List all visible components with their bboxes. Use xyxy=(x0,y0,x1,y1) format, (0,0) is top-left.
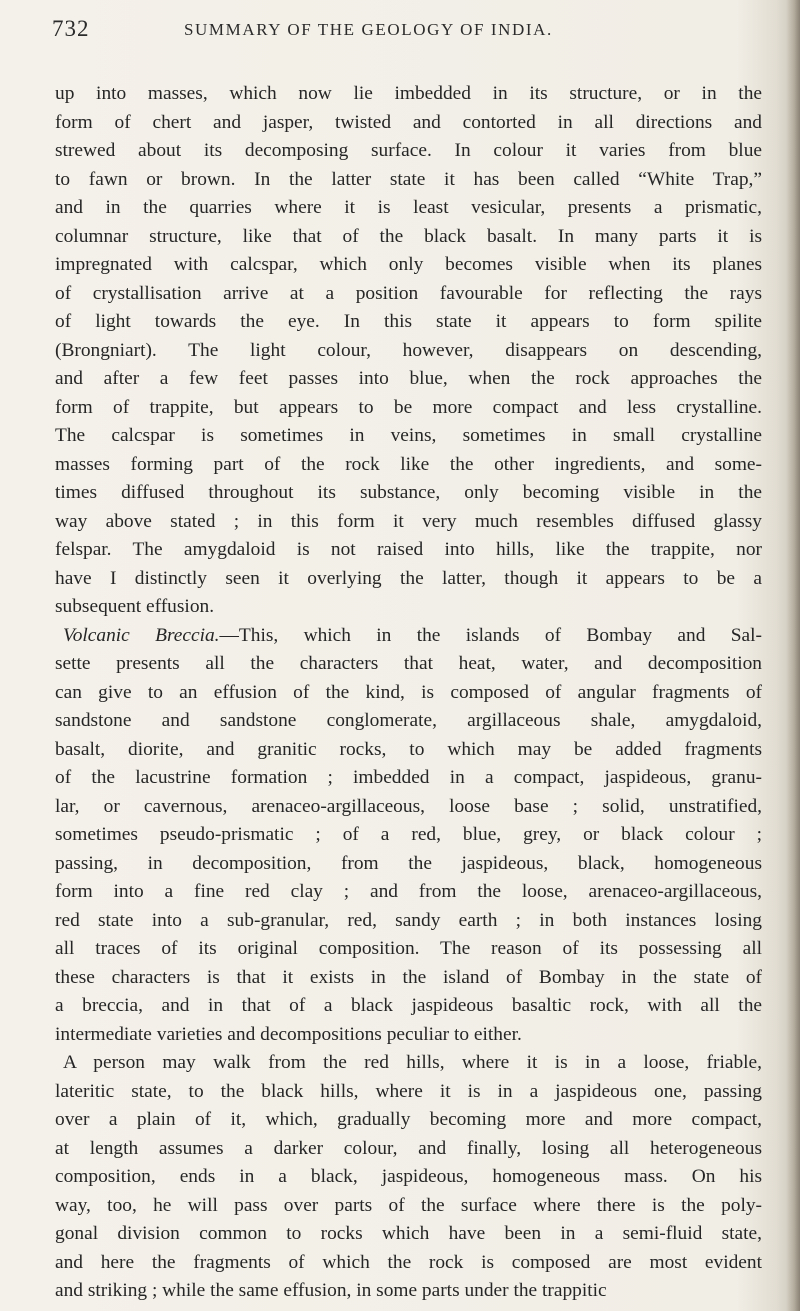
text-line: masses forming part of the rock like the other ingredients, and some- xyxy=(55,453,762,475)
text-line: felspar. The amygdaloid is not raised into hills, like the trappite, nor xyxy=(55,539,762,560)
text-line: and in the quarries where it is least vesicular, presents a prismatic, xyxy=(55,197,762,218)
text-line: A person may walk from the red hills, where it is in a loose, friable, xyxy=(63,1052,762,1073)
text-line: passing, in decomposition, from the jaspideous, black, homogeneous xyxy=(55,852,762,874)
text-line: columnar structure, like that of the black basalt. In many parts it is xyxy=(55,225,762,247)
text-line: sometimes pseudo-prismatic ; of a red, blue, grey, or black colour ; xyxy=(55,824,762,845)
text-line: subsequent effusion. xyxy=(55,596,215,617)
text-line: all traces of its original composition. The reason of its possessing all xyxy=(55,938,762,959)
text-line: sette presents all the characters that heat, water, and decomposition xyxy=(55,653,762,674)
text-line: red state into a sub-granular, red, sandy earth ; in both instances losing xyxy=(55,909,762,931)
text-line: intermediate varieties and decompositions peculiar to either. xyxy=(55,1023,522,1045)
text-line: times diffused throughout its substance, only becoming visible in the xyxy=(55,482,762,503)
section-heading: Volcanic Breccia. xyxy=(63,624,220,646)
text-line: up into masses, which now lie imbedded in its structure, or in the xyxy=(55,83,762,104)
text-line: these characters is that it exists in the island of Bombay in the state of xyxy=(55,966,762,988)
text-line: have I distinctly seen it overlying the latter, though it appears to be a xyxy=(55,567,762,589)
text-line: a breccia, and in that of a black jaspideous basaltic rock, with all the xyxy=(55,995,762,1016)
text-line: impregnated with calcspar, which only becomes visible when its planes xyxy=(55,254,762,275)
text-line: form of chert and jasper, twisted and contorted in all directions and xyxy=(55,111,762,133)
text-line: to fawn or brown. In the latter state it has been called “White Trap,” xyxy=(55,168,762,190)
text-line: (Brongniart). The light colour, however, disappears on descending, xyxy=(55,339,762,361)
text-line: way above stated ; in this form it very much resembles diffused glassy xyxy=(55,510,762,532)
section-first-line xyxy=(55,622,762,651)
text-line: The calcspar is sometimes in veins, sometimes in small crystalline xyxy=(55,425,762,446)
running-head: SUMMARY OF THE GEOLOGY OF INDIA. xyxy=(184,20,553,39)
text-line: and striking ; while the same effusion, in some parts under the trappitic xyxy=(55,1280,607,1301)
text-line: over a plain of it, which, gradually becoming more and more compact, xyxy=(55,1109,762,1130)
text-line: and after a few feet passes into blue, when the rock approaches the xyxy=(55,368,762,389)
spine-shadow xyxy=(786,0,800,1311)
page-number: 732 xyxy=(52,16,90,41)
text-line: of the lacustrine formation ; imbedded in a compact, jaspideous, granu- xyxy=(55,767,762,788)
text-line: at length assumes a darker colour, and finally, losing all heterogeneous xyxy=(55,1137,762,1159)
text-line: lateritic state, to the black hills, where it is in a jaspideous one, passing xyxy=(55,1080,762,1102)
text-line: basalt, diorite, and granitic rocks, to which may be added fragments xyxy=(55,738,762,760)
text-line: and here the fragments of which the rock is composed are most evident xyxy=(55,1251,762,1273)
text-line: of light towards the eye. In this state it appears to form spilite xyxy=(55,311,762,332)
text-line: gonal division common to rocks which have been in a semi-fluid state, xyxy=(55,1223,762,1244)
text-line: strewed about its decomposing surface. In colour it varies from blue xyxy=(55,140,762,161)
text-line: form of trappite, but appears to be more compact and less crystalline. xyxy=(55,396,762,418)
text-line: composition, ends in a black, jaspideous, homogeneous mass. On his xyxy=(55,1166,762,1187)
text-line: lar, or cavernous, arenaceo-argillaceous, loose base ; solid, unstratified, xyxy=(55,795,762,817)
body-text xyxy=(55,80,762,1306)
text-line: way, too, he will pass over parts of the surface where there is the poly- xyxy=(55,1194,762,1216)
section-first-line-text: —This, which in the islands of Bombay and Sal- xyxy=(219,624,762,646)
text-line: sandstone and sandstone conglomerate, argillaceous shale, amygdaloid, xyxy=(55,710,762,731)
text-line: can give to an effusion of the kind, is composed of angular fragments of xyxy=(55,681,762,703)
text-line: of crystallisation arrive at a position favourable for reflecting the rays xyxy=(55,282,762,304)
text-line: form into a fine red clay ; and from the loose, arenaceo-argillaceous, xyxy=(55,881,762,902)
